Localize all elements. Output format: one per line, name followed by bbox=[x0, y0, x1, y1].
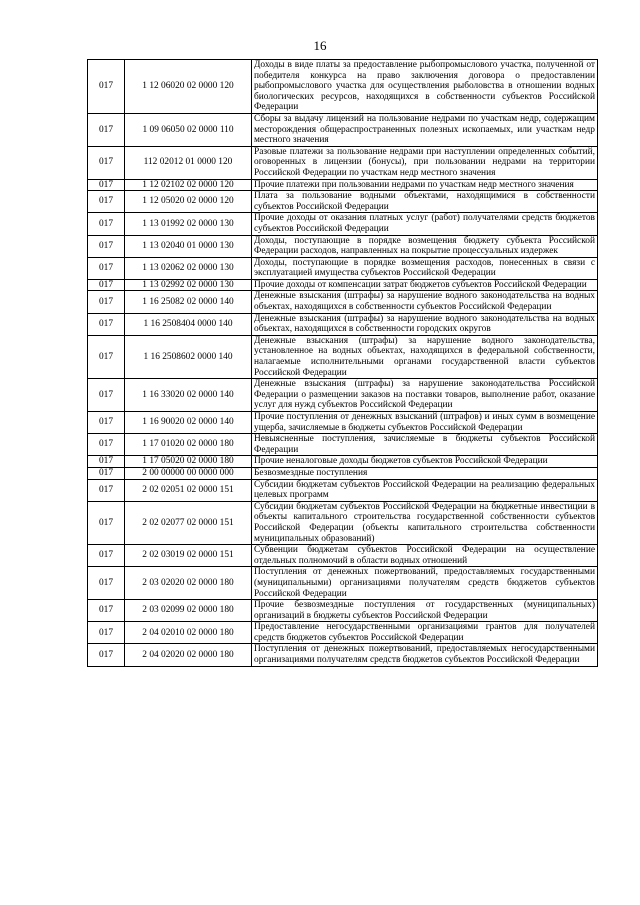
admin-code-cell: 017 bbox=[88, 412, 125, 434]
table-row bbox=[88, 60, 598, 114]
admin-code-cell: 017 bbox=[88, 113, 125, 146]
budget-code-cell: 2 03 02020 02 0000 180 bbox=[125, 567, 252, 600]
admin-code-cell: 017 bbox=[88, 257, 125, 279]
table-row bbox=[88, 179, 598, 191]
admin-code-cell: 017 bbox=[88, 146, 125, 179]
revenue-description-cell: Доходы, поступающие в порядке возмещения бюджету субъекта Российской Федерации расходов, направленных на покрытие процессуальных издержек bbox=[252, 235, 598, 257]
table-row bbox=[88, 567, 598, 600]
budget-code-cell: 1 16 90020 02 0000 140 bbox=[125, 412, 252, 434]
budget-code-cell: 2 04 02020 02 0000 180 bbox=[125, 644, 252, 666]
admin-code-cell: 017 bbox=[88, 291, 125, 313]
budget-code-cell: 2 04 02010 02 0000 180 bbox=[125, 622, 252, 644]
admin-code-cell: 017 bbox=[88, 479, 125, 501]
admin-code-cell: 017 bbox=[88, 213, 125, 235]
table-row bbox=[88, 501, 598, 544]
table-row bbox=[88, 279, 598, 291]
revenue-description-cell: Безвозмездные поступления bbox=[252, 467, 598, 479]
revenue-description-cell: Денежные взыскания (штрафы) за нарушение водного законодательства на водных объектах, находящихся в собственности городских округов bbox=[252, 313, 598, 335]
revenue-description-cell: Поступления от денежных пожертвований, предоставляемых государственными (муниципальными) организациями получателям средств бюджетов субъектов Российской Федерации bbox=[252, 567, 598, 600]
budget-code-cell: 2 03 02099 02 0000 180 bbox=[125, 600, 252, 622]
budget-code-cell: 1 16 25082 02 0000 140 bbox=[125, 291, 252, 313]
admin-code-cell: 017 bbox=[88, 467, 125, 479]
table-row bbox=[88, 335, 598, 378]
budget-code-cell: 1 16 2508602 0000 140 bbox=[125, 335, 252, 378]
budget-code-cell: 1 13 02062 02 0000 130 bbox=[125, 257, 252, 279]
table-row bbox=[88, 291, 598, 313]
table-row bbox=[88, 257, 598, 279]
revenue-description-cell: Субсидии бюджетам субъектов Российской Федерации на бюджетные инвестиции в объекты капитального строительства государственной собственности субъектов Российской Федерации (объекты капитального строительства собственности муниципальных образований) bbox=[252, 501, 598, 544]
revenue-description-cell: Субвенции бюджетам субъектов Российской Федерации на осуществление отдельных полномочий в области водных отношений bbox=[252, 545, 598, 567]
budget-code-cell: 1 16 2508404 0000 140 bbox=[125, 313, 252, 335]
revenue-description-cell: Прочие доходы от компенсации затрат бюджетов субъектов Российской Федерации bbox=[252, 279, 598, 291]
admin-code-cell: 017 bbox=[88, 191, 125, 213]
budget-code-cell: 2 02 03019 02 0000 151 bbox=[125, 545, 252, 567]
budget-code-cell: 1 09 06050 02 0000 110 bbox=[125, 113, 252, 146]
budget-code-cell: 1 17 01020 02 0000 180 bbox=[125, 434, 252, 456]
revenue-description-cell: Денежные взыскания (штрафы) за нарушение законодательства Российской Федерации о размещении заказов на поставки товаров, выполнение работ, оказание услуг для нужд субъектов Российской Федерации bbox=[252, 379, 598, 412]
revenue-description-cell: Предоставление негосударственными организациями грантов для получателей средств бюджетов субъектов Российской Федерации bbox=[252, 622, 598, 644]
table-row bbox=[88, 235, 598, 257]
admin-code-cell: 017 bbox=[88, 545, 125, 567]
admin-code-cell: 017 bbox=[88, 313, 125, 335]
revenue-description-cell: Субсидии бюджетам субъектов Российской Федерации на реализацию федеральных целевых программ bbox=[252, 479, 598, 501]
table-row bbox=[88, 467, 598, 479]
revenue-description-cell: Доходы в виде платы за предоставление рыбопромыслового участка, полученной от победителя конкурса на право заключения договора о предоставлении рыбопромыслового участка для осуществления рыболовства в отношении водных биологических ресурсов, находящихся в собственности субъектов Российской Федерации bbox=[252, 60, 598, 114]
revenue-description-cell: Денежные взыскания (штрафы) за нарушение водного законодательства, установленное на водных объектах, находящихся в федеральной собственности, налагаемые исполнительными органами государственной власти субъектов Российской Федерации bbox=[252, 335, 598, 378]
table-row bbox=[88, 313, 598, 335]
budget-code-cell: 1 16 33020 02 0000 140 bbox=[125, 379, 252, 412]
admin-code-cell: 017 bbox=[88, 235, 125, 257]
revenue-description-cell: Прочие неналоговые доходы бюджетов субъектов Российской Федерации bbox=[252, 456, 598, 468]
admin-code-cell: 017 bbox=[88, 179, 125, 191]
table-row bbox=[88, 600, 598, 622]
admin-code-cell: 017 bbox=[88, 456, 125, 468]
budget-code-cell: 1 13 02992 02 0000 130 bbox=[125, 279, 252, 291]
budget-code-cell: 1 12 05020 02 0000 120 bbox=[125, 191, 252, 213]
revenue-description-cell: Плата за пользование водными объектами, находящимися в собственности субъектов Российской Федерации bbox=[252, 191, 598, 213]
table-row bbox=[88, 644, 598, 666]
admin-code-cell: 017 bbox=[88, 567, 125, 600]
budget-code-cell: 2 00 00000 00 0000 000 bbox=[125, 467, 252, 479]
revenue-table bbox=[87, 59, 598, 667]
table-row bbox=[88, 545, 598, 567]
revenue-description-cell: Денежные взыскания (штрафы) за нарушение водного законодательства на водных объектах, находящихся в собственности субъектов Российской Федерации bbox=[252, 291, 598, 313]
budget-code-cell: 1 17 05020 02 0000 180 bbox=[125, 456, 252, 468]
budget-code-cell: 1 13 01992 02 0000 130 bbox=[125, 213, 252, 235]
budget-code-cell: 2 02 02051 02 0000 151 bbox=[125, 479, 252, 501]
table-row bbox=[88, 379, 598, 412]
admin-code-cell: 017 bbox=[88, 379, 125, 412]
revenue-description-cell: Разовые платежи за пользование недрами при наступлении определенных событий, оговоренных в лицензии (бонусы), при пользовании недрами на территории Российской Федерации по участкам недр местного значения bbox=[252, 146, 598, 179]
budget-code-cell: 112 02012 01 0000 120 bbox=[125, 146, 252, 179]
admin-code-cell: 017 bbox=[88, 335, 125, 378]
table-row bbox=[88, 113, 598, 146]
table-row bbox=[88, 456, 598, 468]
revenue-description-cell: Прочие поступления от денежных взысканий (штрафов) и иных сумм в возмещение ущерба, зачисляемые в бюджеты субъектов Российской Федерации bbox=[252, 412, 598, 434]
revenue-description-cell: Прочие доходы от оказания платных услуг (работ) получателями средств бюджетов субъектов Российской Федерации bbox=[252, 213, 598, 235]
revenue-table-body bbox=[88, 60, 598, 667]
revenue-description-cell: Прочие платежи при пользовании недрами по участкам недр местного значения bbox=[252, 179, 598, 191]
table-row bbox=[88, 191, 598, 213]
page-number: 16 bbox=[313, 38, 327, 53]
revenue-description-cell: Прочие безвозмездные поступления от государственных (муниципальных) организаций в бюджеты субъектов Российской Федерации bbox=[252, 600, 598, 622]
table-row bbox=[88, 146, 598, 179]
budget-code-cell: 1 12 06020 02 0000 120 bbox=[125, 60, 252, 114]
admin-code-cell: 017 bbox=[88, 60, 125, 114]
table-row bbox=[88, 434, 598, 456]
admin-code-cell: 017 bbox=[88, 622, 125, 644]
admin-code-cell: 017 bbox=[88, 644, 125, 666]
budget-code-cell: 2 02 02077 02 0000 151 bbox=[125, 501, 252, 544]
revenue-description-cell: Невыясненные поступления, зачисляемые в бюджеты субъектов Российской Федерации bbox=[252, 434, 598, 456]
table-row bbox=[88, 412, 598, 434]
admin-code-cell: 017 bbox=[88, 279, 125, 291]
table-row bbox=[88, 479, 598, 501]
budget-code-cell: 1 12 02102 02 0000 120 bbox=[125, 179, 252, 191]
admin-code-cell: 017 bbox=[88, 434, 125, 456]
table-row bbox=[88, 213, 598, 235]
admin-code-cell: 017 bbox=[88, 501, 125, 544]
table-row bbox=[88, 622, 598, 644]
revenue-description-cell: Доходы, поступающие в порядке возмещения расходов, понесенных в связи с эксплуатацией имущества субъектов Российской Федерации bbox=[252, 257, 598, 279]
revenue-description-cell: Поступления от денежных пожертвований, предоставляемых негосударственными организациями получателям средств бюджетов субъектов Российской Федерации bbox=[252, 644, 598, 666]
revenue-description-cell: Сборы за выдачу лицензий на пользование недрами по участкам недр, содержащим месторождения общераспространенных полезных ископаемых, или участкам недр местного значения bbox=[252, 113, 598, 146]
budget-code-cell: 1 13 02040 01 0000 130 bbox=[125, 235, 252, 257]
admin-code-cell: 017 bbox=[88, 600, 125, 622]
